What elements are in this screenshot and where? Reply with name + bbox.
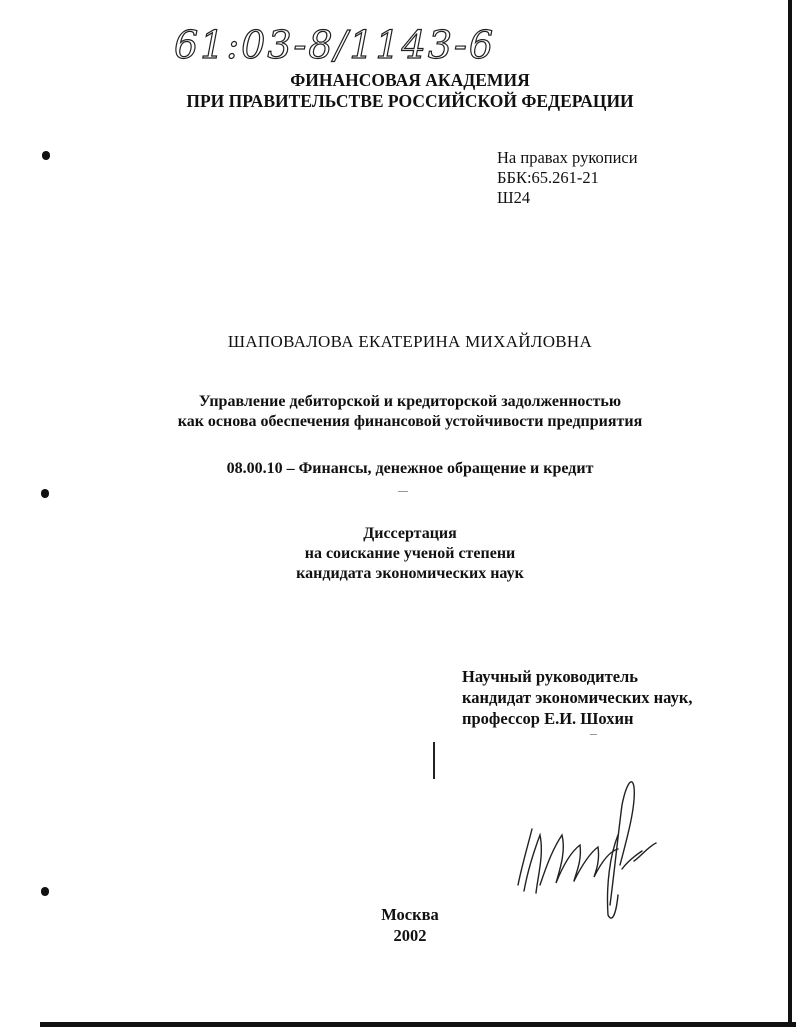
- organization-line-1: ФИНАНСОВАЯ АКАДЕМИЯ: [290, 70, 530, 90]
- topic-line-2: как основа обеспечения финансовой устойчивости предприятия: [177, 413, 643, 430]
- supervisor-line-3: профессор Е.И. Шохин: [462, 709, 634, 728]
- handwritten-archive-code: [170, 14, 550, 74]
- author-mark: Ш24: [497, 188, 531, 207]
- scan-edge-bottom: [40, 1022, 796, 1027]
- supervisor-block: [462, 666, 692, 729]
- dissertation-line-1: Диссертация: [363, 525, 457, 542]
- organization-line-2: ПРИ ПРАВИТЕЛЬСТВЕ РОССИЙСКОЙ ФЕДЕРАЦИИ: [186, 91, 634, 111]
- supervisor-line-2: кандидат экономических наук,: [462, 688, 693, 707]
- specialty-code: 08.00.10 – Финансы, денежное обращение и кредит: [226, 460, 594, 477]
- topic-line-1: Управление дебиторской и кредиторской задолженностью: [198, 393, 622, 410]
- dissertation-label: [0, 524, 796, 584]
- author-name: ШАПОВАЛОВА ЕКАТЕРИНА МИХАЙЛОВНА: [227, 332, 593, 351]
- city: Москва: [381, 905, 439, 924]
- binding-hole-mark: [42, 151, 50, 160]
- supervisor-line-1: Научный руководитель: [462, 667, 638, 686]
- binding-hole-mark: [41, 887, 49, 896]
- library-stamp-block: [497, 148, 638, 208]
- binding-hole-mark: [41, 489, 49, 498]
- city-year-block: [0, 904, 796, 946]
- rights-note: На правах рукописи: [497, 148, 638, 167]
- svg-text:61:03-8/1143-6: 61:03-8/1143-6: [174, 23, 496, 67]
- dissertation-line-3: кандидата экономических наук: [296, 565, 524, 582]
- scan-speck: [398, 491, 408, 492]
- year: 2002: [393, 926, 427, 945]
- author-signature: [510, 765, 660, 925]
- dissertation-topic: [0, 392, 796, 432]
- pen-stroke: [433, 742, 435, 779]
- scan-edge-right: [788, 0, 792, 1027]
- scan-speck: [590, 734, 597, 735]
- dissertation-line-2: на соискание ученой степени: [304, 545, 516, 562]
- organization-name: [0, 70, 796, 112]
- bbk-code: ББК:65.261-21: [497, 168, 599, 187]
